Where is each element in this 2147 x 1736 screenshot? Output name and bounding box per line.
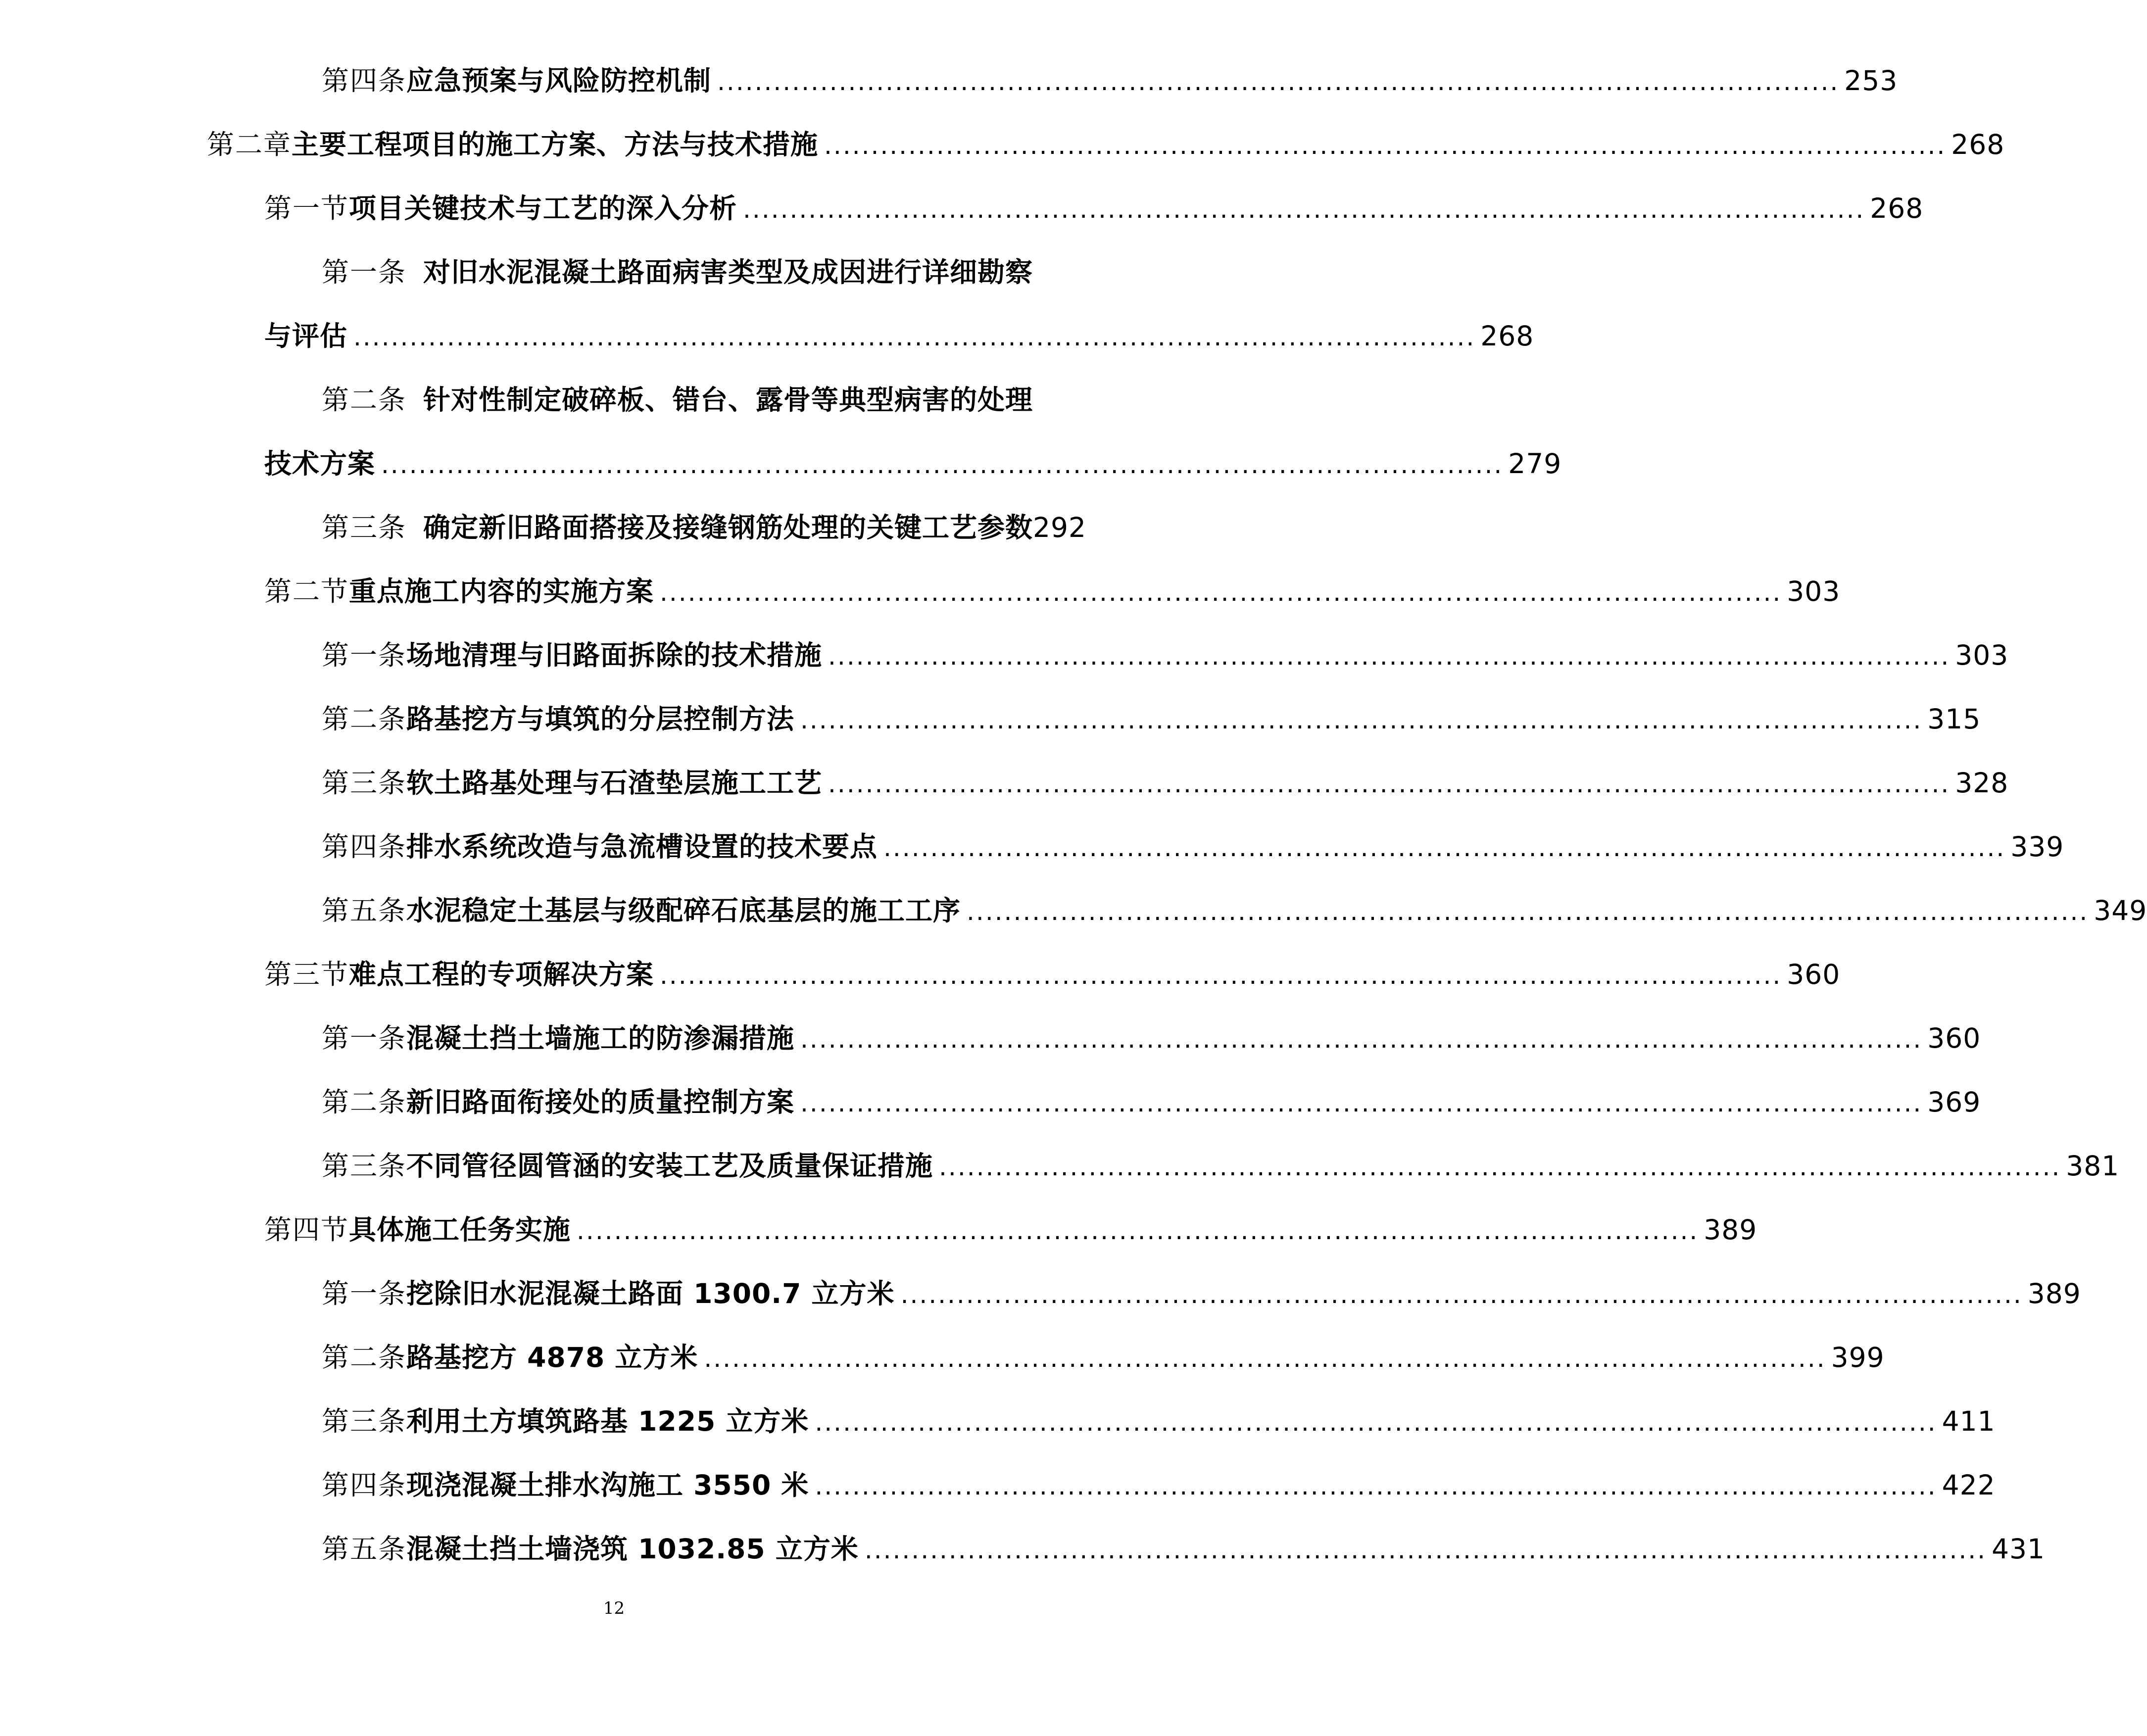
toc-entry[interactable]	[264, 186, 1924, 231]
dot-leader: ........................................................................................................................	[660, 961, 1782, 990]
toc-entry[interactable]	[322, 1080, 1981, 1124]
toc-entry[interactable]	[322, 697, 1981, 741]
toc-entry-page: 292	[1033, 512, 1087, 543]
toc-entry-label: 第一条	[322, 1022, 407, 1054]
toc-entry-title: 对旧水泥混凝土路面病害类型及成因进行详细勘察	[423, 256, 1033, 288]
dot-leader: ........................................................................................................................	[939, 1153, 2061, 1181]
dot-leader: ........................................................................................................................	[800, 706, 1923, 734]
toc-entry[interactable]	[322, 505, 1119, 550]
toc-entry[interactable]	[322, 824, 2064, 869]
toc-entry-page: 422	[1942, 1469, 1996, 1501]
toc-entry[interactable]	[264, 569, 1841, 614]
toc-entry-label: 第一条	[322, 256, 407, 288]
dot-leader: ........................................................................................................................	[577, 1216, 1699, 1245]
toc-entry-page: 303	[1787, 576, 1841, 607]
toc-entry-page: 389	[1704, 1214, 1757, 1246]
toc-entry-title: 应急预案与风险防控机制	[406, 65, 712, 96]
dot-leader: ........................................................................................................................	[828, 770, 1951, 798]
dot-leader: ........................................................................................................................	[381, 450, 1504, 479]
toc-entry-page: 369	[1927, 1086, 1981, 1118]
toc-entry-label: 第二节	[264, 576, 349, 607]
toc-entry[interactable]	[322, 1144, 2120, 1188]
footer-page-number: 12	[603, 1598, 625, 1618]
toc-entry-page: 360	[1787, 959, 1841, 990]
toc-entry-label: 第二条	[322, 1342, 407, 1373]
toc-entry-label: 第一条	[322, 1278, 407, 1309]
toc-entry-title: 排水系统改造与急流槽设置的技术要点	[406, 831, 878, 863]
dot-leader: ........................................................................................................................	[883, 833, 2006, 862]
toc-entry-title: 项目关键技术与工艺的深入分析	[349, 193, 737, 224]
toc-entry-title: 路基挖方与填筑的分层控制方法	[406, 703, 795, 735]
toc-entry-label: 第三条	[322, 1150, 407, 1182]
toc-entry-page: 279	[1508, 448, 1562, 480]
toc-entry-title-continuation: 技术方案	[264, 448, 376, 480]
toc-entry[interactable]	[322, 1016, 1981, 1061]
toc-entry-title: 确定新旧路面搭接及接缝钢筋处理的关键工艺参数	[423, 512, 1033, 543]
dot-leader: ........................................................................................................................	[800, 1025, 1923, 1054]
dot-leader: ........................................................................................................................	[743, 195, 1865, 224]
toc-entry-page: 349	[2094, 895, 2147, 926]
dot-leader: ........................................................................................................................	[353, 323, 1476, 351]
toc-entry[interactable]	[264, 952, 1841, 997]
toc-entry[interactable]	[322, 761, 2009, 805]
dot-leader: ........................................................................................................................	[864, 1536, 1987, 1564]
toc-entry-title: 场地清理与旧路面拆除的技术措施	[406, 639, 823, 671]
toc-entry-title: 重点施工内容的实施方案	[349, 576, 654, 607]
toc-entry[interactable]	[322, 1335, 1885, 1380]
dot-leader: ........................................................................................................................	[800, 1089, 1923, 1117]
toc-entry-page: 253	[1844, 65, 1898, 96]
toc-entry-title: 混凝土挡土墙施工的防渗漏措施	[406, 1022, 795, 1054]
toc-entry[interactable]	[322, 1527, 2046, 1571]
dot-leader: ........................................................................................................................	[815, 1408, 1937, 1437]
toc-entry[interactable]	[322, 633, 2009, 677]
toc-entry-title: 水泥稳定土基层与级配碎石底基层的施工工序	[406, 895, 961, 926]
dot-leader: ........................................................................................................................	[828, 642, 1951, 671]
toc-entry-page: 360	[1927, 1022, 1981, 1054]
toc-entry-page: 389	[2027, 1278, 2081, 1309]
toc-entry-label: 第二条	[322, 703, 407, 735]
toc-entry-title: 主要工程项目的施工方案、方法与技术措施	[292, 129, 819, 160]
toc-entry-label: 第四节	[264, 1214, 349, 1246]
toc-entry-label: 第三条	[322, 512, 407, 543]
toc-entry-title: 软土路基处理与石渣垫层施工工艺	[406, 767, 823, 799]
toc-entry[interactable]	[264, 1207, 1757, 1252]
toc-entry[interactable]	[322, 888, 2147, 933]
dot-leader: ........................................................................................................................	[967, 897, 2089, 926]
toc-entry-label: 第二条	[322, 384, 407, 416]
toc-entry-label: 第五条	[322, 1533, 407, 1565]
toc-entry-label: 第四条	[322, 1469, 407, 1501]
toc-entry[interactable]	[207, 122, 2005, 167]
toc-entry-title-continuation: 与评估	[264, 320, 348, 352]
toc-entry-title: 利用土方填筑路基 1225 立方米	[406, 1405, 809, 1437]
dot-leader: ........................................................................................................................	[824, 131, 1947, 160]
toc-entry-page: 268	[1870, 193, 1924, 224]
toc-entry-page: 431	[1992, 1533, 2046, 1565]
toc-entry-title: 混凝土挡土墙浇筑 1032.85 立方米	[406, 1533, 859, 1565]
dot-leader: ........................................................................................................................	[660, 578, 1782, 607]
toc-entry-page: 268	[1480, 320, 1534, 352]
toc-entry-page: 339	[2010, 831, 2064, 863]
toc-entry[interactable]	[322, 1399, 1996, 1444]
toc-entry-label: 第一条	[322, 639, 407, 671]
toc-entry-page: 315	[1927, 703, 1981, 735]
toc-entry-page: 399	[1831, 1342, 1885, 1373]
toc-entry[interactable]	[322, 250, 1088, 294]
toc-entry-title: 现浇混凝土排水沟施工 3550 米	[406, 1469, 809, 1501]
toc-entry-continuation[interactable]	[264, 441, 1562, 486]
toc-entry-label: 第五条	[322, 895, 407, 926]
toc-entry-title: 新旧路面衔接处的质量控制方案	[406, 1086, 795, 1118]
toc-entry[interactable]	[322, 58, 1898, 103]
toc-entry-page: 328	[1955, 767, 2009, 799]
toc-entry-label: 第三条	[322, 1405, 407, 1437]
toc-entry-label: 第一节	[264, 193, 349, 224]
toc-entry[interactable]	[322, 1271, 2081, 1316]
toc-entry-label: 第三条	[322, 767, 407, 799]
toc-entry-page: 381	[2066, 1150, 2120, 1182]
toc-entry-title: 路基挖方 4878 立方米	[406, 1342, 698, 1373]
toc-entry-label: 第四条	[322, 65, 407, 96]
dot-leader: ........................................................................................................................	[815, 1472, 1937, 1500]
toc-entry-page: 411	[1942, 1405, 1996, 1437]
toc-entry-continuation[interactable]	[264, 314, 1534, 358]
toc-entry-page: 268	[1951, 129, 2005, 160]
dot-leader: ........................................................................................................................	[717, 67, 1840, 96]
toc-entry[interactable]	[322, 378, 1088, 422]
toc-entry-label: 第二条	[322, 1086, 407, 1118]
toc-entry-label: 第四条	[322, 831, 407, 863]
toc-entry-title: 不同管径圆管涵的安装工艺及质量保证措施	[406, 1150, 933, 1182]
dot-leader: ........................................................................................................................	[900, 1280, 2023, 1309]
toc-entry-title: 挖除旧水泥混凝土路面 1300.7 立方米	[406, 1278, 895, 1309]
dot-leader: ........................................................................................................................	[704, 1344, 1826, 1373]
toc-entry-title: 针对性制定破碎板、错台、露骨等典型病害的处理	[423, 384, 1033, 416]
toc-entry-page: 303	[1955, 639, 2009, 671]
toc-entry-label: 第三节	[264, 959, 349, 990]
toc-entry-label: 第二章	[207, 129, 292, 160]
toc-entry-title: 难点工程的专项解决方案	[349, 959, 654, 990]
toc-entry[interactable]	[322, 1463, 1996, 1507]
toc-entry-title: 具体施工任务实施	[349, 1214, 571, 1246]
